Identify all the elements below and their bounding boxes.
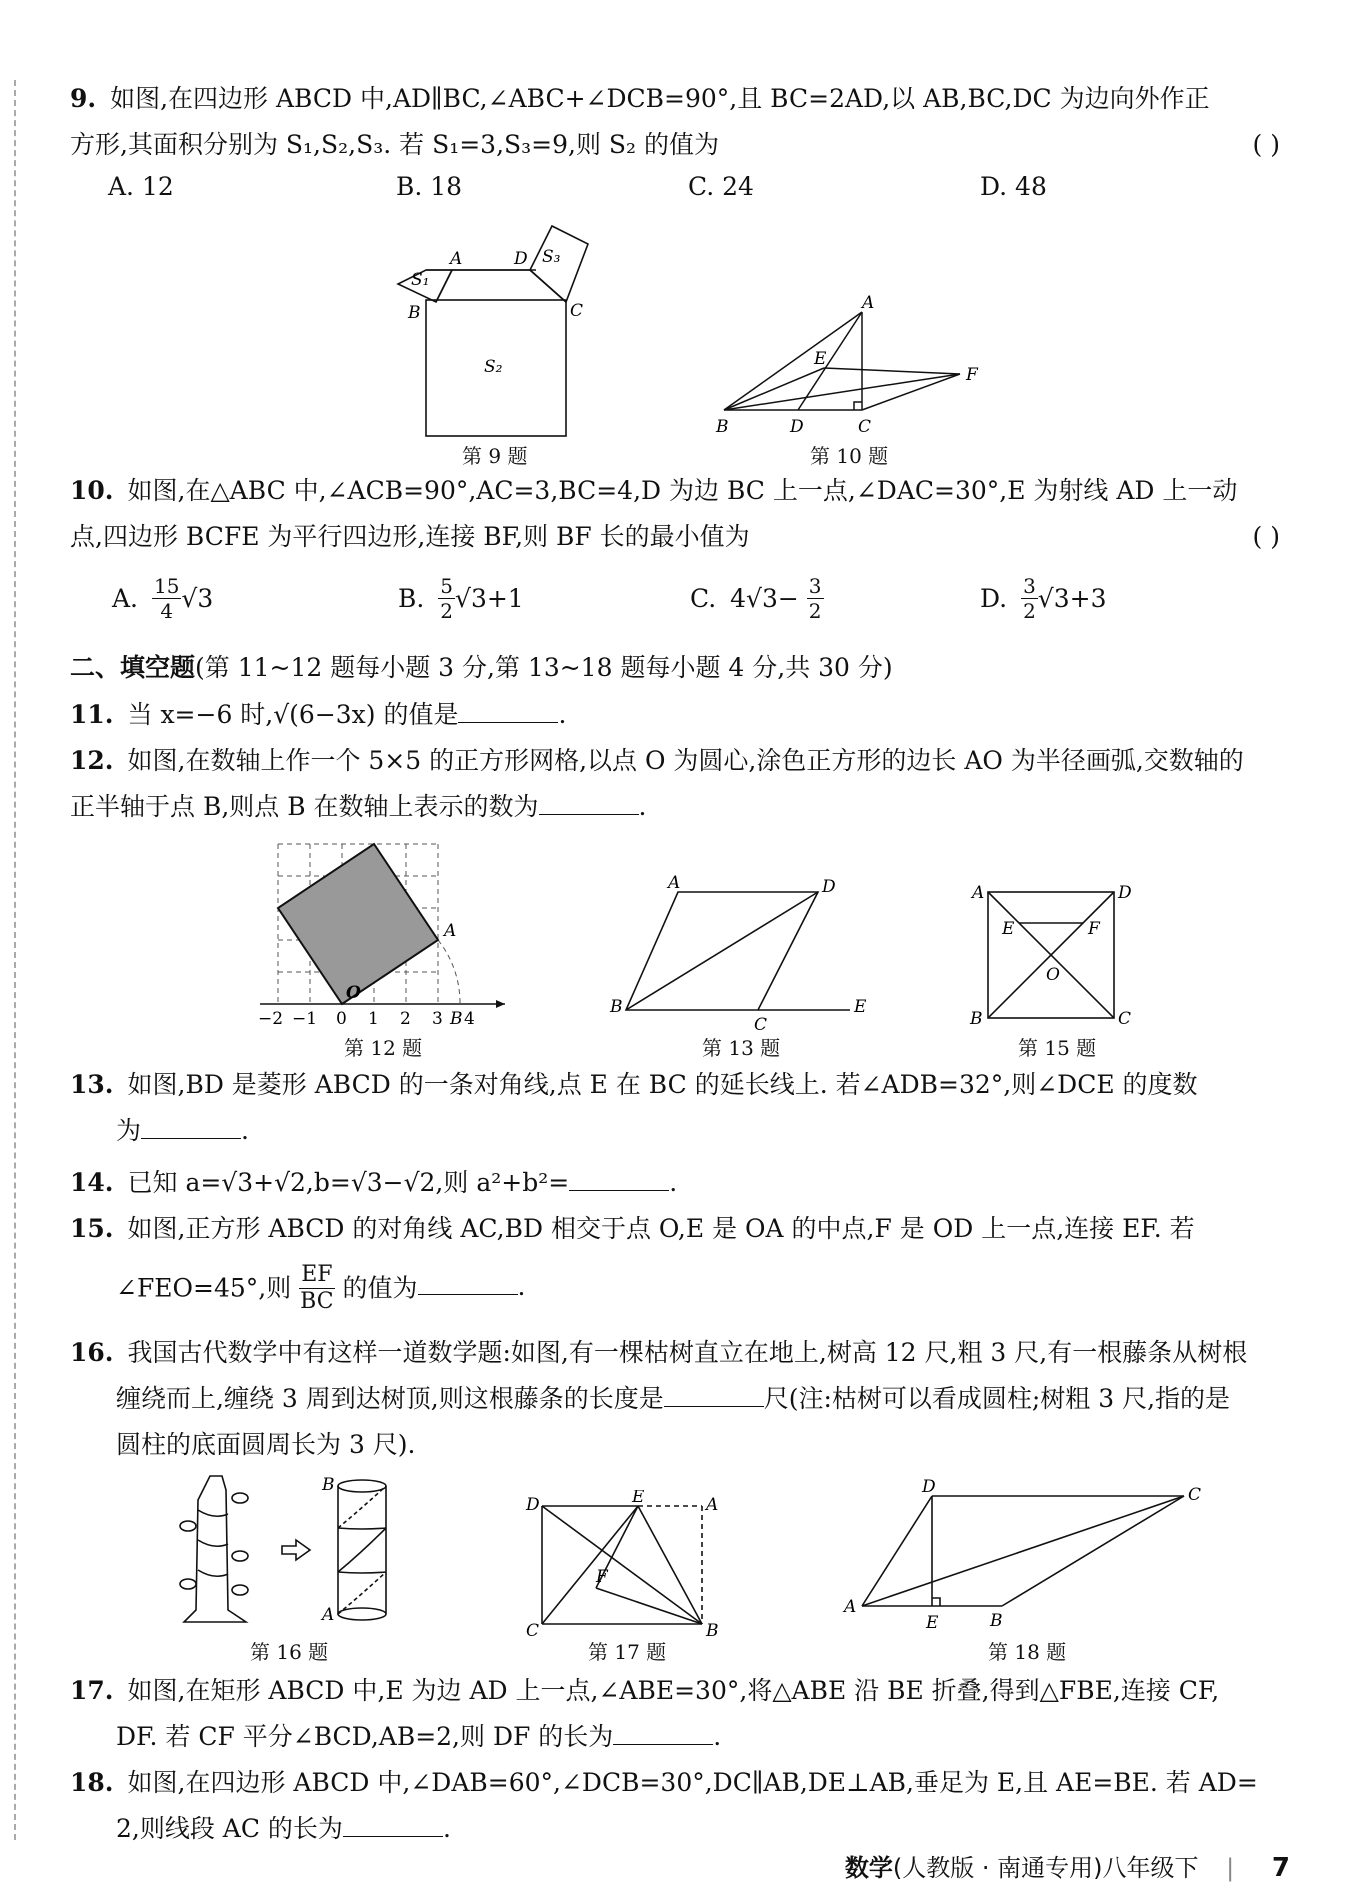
- label-a: A: [450, 249, 463, 269]
- question-14: 14. 已知 a=√3+√2,b=√3−√2,则 a²+b²= .: [70, 1168, 678, 1197]
- tick-4: 4: [464, 1009, 475, 1026]
- tick-neg1: −1: [292, 1009, 318, 1026]
- label-f: F: [966, 365, 978, 385]
- label-b: B: [970, 1009, 983, 1029]
- label-e: E: [814, 349, 827, 369]
- label-d: D: [526, 1495, 540, 1515]
- label-o: O: [1046, 965, 1060, 985]
- option-c: C. 4√3− $\frac{3}{2}$: [690, 574, 822, 623]
- label-s3: S₃: [542, 247, 561, 267]
- question-18: 18. 如图,在四边形 ABCD 中,∠DAB=60°,∠DCB=30°,DC∥AB,DE⊥AB,垂足为 E,且 AE=BE. 若 AD= 2,则线段 AC 的长为 .: [70, 1768, 1258, 1843]
- page-number: 7: [1271, 1853, 1290, 1883]
- figure-12-caption: 第 12 题: [344, 1036, 423, 1060]
- question-text: 如图,在△ABC 中,∠ACB=90°,AC=3,BC=4,D 为边 BC 上一点,∠DAC=30°,E 为射线 AD 上一动: [127, 476, 1238, 505]
- label-s1: S₁: [411, 270, 430, 290]
- label-c: C: [526, 1621, 540, 1640]
- label-b: B: [322, 1475, 335, 1495]
- label-d: D: [822, 877, 836, 897]
- question-10: [70, 468, 1280, 560]
- label-a: A: [844, 1597, 857, 1617]
- option-d: D. $\frac{3}{2}$ √3+3: [980, 574, 1107, 623]
- label-e: E: [926, 1613, 939, 1633]
- answer-blank[interactable]: [569, 1166, 669, 1191]
- figure-18-caption: 第 18 题: [988, 1640, 1067, 1664]
- tick-neg2: −2: [258, 1009, 284, 1026]
- question-text: 如图,在四边形 ABCD 中,AD∥BC,∠ABC+∠DCB=90°,且 BC=2AD,以 AB,BC,DC 为边向外作正: [110, 84, 1210, 113]
- figure-15: [966, 876, 1136, 1032]
- question-12: 12. 如图,在数轴上作一个 5×5 的正方形网格,以点 O 为圆心,涂色正方形的边长 AO 为半径画弧,交数轴的 正半轴于点 B,则点 B 在数轴上表示的数为 .: [70, 746, 1244, 821]
- label-e: E: [632, 1490, 645, 1507]
- label-c: C: [1188, 1485, 1202, 1505]
- answer-blank[interactable]: [141, 1114, 241, 1139]
- margin-dashed-line: [14, 80, 16, 1840]
- label-d: D: [790, 417, 804, 437]
- tick-0: 0: [336, 1009, 347, 1026]
- label-b: B: [610, 997, 623, 1017]
- tree-icon: [180, 1476, 248, 1622]
- label-a: A: [322, 1605, 335, 1625]
- tick-3: 3: [432, 1009, 443, 1026]
- label-b: B: [706, 1621, 719, 1640]
- question-13: 13. 如图,BD 是菱形 ABCD 的一条对角线,点 E 在 BC 的延长线上. 若∠ADB=32°,则∠DCE 的度数 为 .: [70, 1070, 1198, 1145]
- answer-blank[interactable]: [458, 698, 558, 723]
- figure-16-caption: 第 16 题: [250, 1640, 329, 1664]
- option-a: A. 12: [108, 172, 174, 201]
- label-c: C: [754, 1015, 768, 1032]
- figure-10-caption: 第 10 题: [810, 444, 889, 468]
- question-number: 9.: [70, 84, 97, 113]
- footer-edition: (人教版 · 南通专用)八年级下: [892, 1854, 1199, 1882]
- question-text: 点,四边形 BCFE 为平行四边形,连接 BF,则 BF 长的最小值为: [70, 522, 750, 551]
- tick-b: B: [450, 1009, 463, 1026]
- answer-parentheses: ( ): [1252, 130, 1280, 159]
- option-b: B. $\frac{5}{2}$ √3+1: [398, 574, 524, 623]
- option-b: B. 18: [396, 172, 463, 201]
- footer-subject: 数学: [844, 1854, 893, 1882]
- answer-blank[interactable]: [418, 1270, 518, 1295]
- answer-parentheses: ( ): [1252, 522, 1280, 551]
- label-d: D: [922, 1477, 936, 1497]
- label-b: B: [990, 1611, 1003, 1631]
- tick-2: 2: [400, 1009, 411, 1026]
- question-11: 11. 当 x=−6 时,√(6−3x) 的值是 .: [70, 700, 567, 729]
- figure-9-caption: 第 9 题: [462, 444, 528, 468]
- label-c: C: [858, 417, 872, 437]
- figure-16: [170, 1470, 410, 1630]
- label-a: A: [862, 293, 875, 313]
- option-a: A. $\frac{15}{4}$ √3: [112, 574, 214, 623]
- page-footer: [845, 1848, 1290, 1883]
- answer-blank[interactable]: [343, 1812, 443, 1837]
- label-e: E: [1002, 919, 1015, 939]
- label-c: C: [1118, 1009, 1132, 1029]
- question-17: 17. 如图,在矩形 ABCD 中,E 为边 AD 上一点,∠ABE=30°,将△ABE 沿 BE 折叠,得到△FBE,连接 CF, DF. 若 CF 平分∠BCD,AB=2,则 DF 的长为 .: [70, 1676, 1220, 1751]
- question-text: 方形,其面积分别为 S₁,S₂,S₃. 若 S₁=3,S₃=9,则 S₂ 的值为: [70, 130, 720, 159]
- label-b: B: [716, 417, 729, 437]
- option-d: D. 48: [980, 172, 1047, 201]
- option-c: C. 24: [688, 172, 754, 201]
- question-number: 10.: [70, 476, 114, 505]
- figure-13: [604, 872, 884, 1032]
- label-f: F: [1088, 919, 1100, 939]
- label-a: A: [706, 1495, 719, 1515]
- label-d: D: [1118, 883, 1132, 903]
- figure-17-caption: 第 17 题: [588, 1640, 667, 1664]
- answer-blank[interactable]: [539, 790, 639, 815]
- question-16: 16. 我国古代数学中有这样一道数学题:如图,有一棵枯树直立在地上,树高 12 尺,粗 3 尺,有一根藤条从树根 缠绕而上,缠绕 3 周到达树顶,则这根藤条的长度是 尺(注:枯树可以看成圆柱;树粗 3 尺,指的是 圆柱的底面圆周长为 3 尺).: [70, 1338, 1248, 1459]
- figure-15-caption: 第 15 题: [1018, 1036, 1097, 1060]
- figure-17: [520, 1490, 730, 1640]
- figure-12: [250, 836, 520, 1026]
- label-c: C: [570, 301, 584, 321]
- question-9: [70, 76, 1280, 168]
- question-15: 15. 如图,正方形 ABCD 的对角线 AC,BD 相交于点 O,E 是 OA 的中点,F 是 OD 上一点,连接 EF. 若 ∠FEO=45°,则 $\frac{EF}{BC}$ 的值为 .: [70, 1214, 1195, 1314]
- figure-13-caption: 第 13 题: [702, 1036, 781, 1060]
- tick-1: 1: [368, 1009, 379, 1026]
- label-s2: S₂: [484, 357, 503, 377]
- label-d: D: [514, 249, 528, 269]
- figure-10: [712, 290, 992, 440]
- label-f: F: [596, 1567, 608, 1587]
- answer-blank[interactable]: [664, 1382, 764, 1407]
- label-a: A: [972, 883, 985, 903]
- figure-18: [842, 1476, 1222, 1636]
- answer-blank[interactable]: [613, 1720, 713, 1745]
- label-a: A: [444, 921, 457, 941]
- label-e: E: [854, 997, 867, 1017]
- label-a: A: [668, 873, 681, 893]
- section-2-heading: 二、填空题(第 11~12 题每小题 3 分,第 13~18 题每小题 4 分,共 30 分): [70, 653, 893, 682]
- arrow-icon: [282, 1540, 310, 1560]
- cylinder-icon: [338, 1480, 386, 1620]
- label-o: O: [346, 983, 361, 1003]
- label-b: B: [408, 303, 421, 323]
- footer-separator: |: [1226, 1854, 1235, 1882]
- figure-9: [390, 218, 610, 438]
